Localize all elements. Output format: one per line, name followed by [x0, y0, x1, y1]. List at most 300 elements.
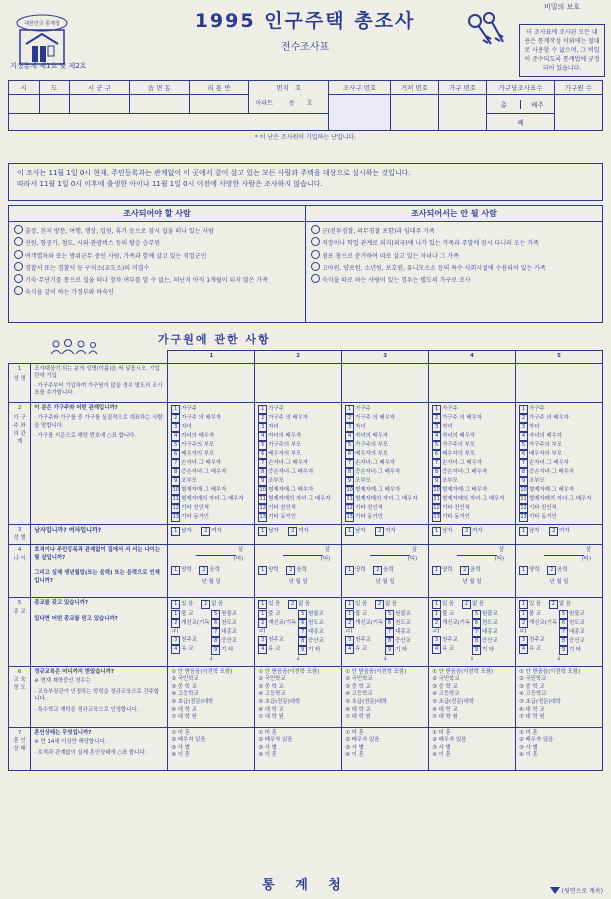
num-2: 2	[375, 527, 384, 536]
q3-text: 남자입니까? 여자입니까?	[34, 526, 102, 534]
q2-side-label	[9, 402, 31, 524]
mar-opt-2[interactable]: ③ 사 별	[519, 744, 538, 751]
opt-11[interactable]	[432, 504, 512, 513]
question-row-relation	[9, 402, 603, 524]
q5-answer-3[interactable]	[342, 598, 429, 667]
q7-text: 혼인상태는 무엇입니까?	[34, 729, 92, 736]
edu-opt-1[interactable]: ② 국민학교	[171, 676, 199, 683]
opt-0[interactable]	[345, 405, 425, 414]
edu-opt-6[interactable]: ⑦ 대 학 원	[258, 714, 284, 721]
opt-8[interactable]	[432, 477, 512, 486]
opt-10[interactable]	[171, 495, 251, 504]
edu-opt-2[interactable]: ③ 중 학 교	[519, 683, 545, 690]
opt-confucian: 유 교	[268, 645, 281, 652]
q7-answer-3[interactable]	[342, 727, 429, 770]
opt-9[interactable]	[258, 486, 338, 495]
opt-label: 가구주의 부모	[181, 441, 215, 448]
num-1: 1	[345, 566, 354, 575]
edu-opt-2[interactable]: ③ 중 학 교	[171, 683, 197, 690]
cell-thae: 째	[487, 114, 555, 131]
q4-answer-2[interactable]	[255, 545, 342, 598]
question-row-name	[9, 363, 603, 402]
opt-female: 여자	[559, 527, 570, 534]
q1-answer-3[interactable]	[342, 363, 429, 402]
q6-answer-5[interactable]	[516, 666, 603, 727]
cell-member-count[interactable]	[554, 95, 602, 131]
q3-answer-4[interactable]	[429, 524, 516, 545]
cell-dwelling-no[interactable]	[390, 95, 438, 131]
q7-label: 혼 인 상 태	[13, 738, 26, 753]
opt-label: 가구주	[442, 405, 458, 412]
opt-label: 손자녀·그 배우자	[529, 459, 569, 466]
opt-1[interactable]	[258, 414, 338, 423]
mar-opt-1[interactable]: ② 배우자 있음	[519, 737, 554, 744]
opt-label: 조부모	[355, 477, 371, 484]
opt-no: 없 음	[211, 601, 224, 608]
ymd-line: 년 월 일	[462, 579, 482, 586]
lbl-chong: 총	[487, 100, 521, 109]
question-row-sex	[9, 524, 603, 545]
opt-3[interactable]	[171, 432, 251, 441]
mar-opt-1[interactable]: ② 배우자 있음	[258, 737, 293, 744]
opt-2[interactable]	[258, 423, 338, 432]
opt-4[interactable]	[171, 441, 251, 450]
opt-10[interactable]	[345, 495, 425, 504]
opt-4[interactable]	[432, 441, 512, 450]
opt-cheondo: 천도교	[482, 620, 498, 627]
q7-answer-4[interactable]	[429, 727, 516, 770]
opt-label: 기타 동거인	[355, 513, 383, 520]
opt-4[interactable]	[519, 441, 599, 450]
mar-opt-0[interactable]: ① 미 혼	[519, 729, 538, 736]
exclude-item-text: 점포 창으로 분가하여 따로 살고 있는 자녀나 그 가족	[322, 252, 459, 260]
include-item-3	[14, 262, 300, 273]
opt-6[interactable]	[345, 459, 425, 468]
opt-9[interactable]	[519, 486, 599, 495]
edu-opt-4[interactable]: ⑤ 초급(전문)대학	[432, 699, 475, 706]
num-9: 9	[298, 646, 307, 655]
opt-10[interactable]	[258, 495, 338, 504]
mar-opt-0[interactable]: ① 미 혼	[432, 729, 451, 736]
cell-ritongban[interactable]	[189, 95, 249, 114]
opt-1[interactable]	[519, 414, 599, 423]
q4-answer-1[interactable]	[168, 545, 255, 598]
num-2: 2	[288, 527, 297, 536]
q3-answer-3[interactable]	[342, 524, 429, 545]
edu-opt-5[interactable]: ⑥ 대 학 교	[345, 706, 371, 713]
num-10: 10	[520, 486, 527, 493]
include-exclude-panel	[8, 205, 603, 323]
num-6: 6	[559, 619, 568, 628]
exclude-item-text: 군(전투경찰, 의무경찰 포함)과 임대주 가족	[322, 228, 435, 235]
th-forms-per-household: 가구당조사표수	[487, 81, 555, 95]
opt-8[interactable]	[519, 477, 599, 486]
th-member-count: 가구원 수	[554, 81, 602, 95]
q6-answer-4[interactable]	[429, 666, 516, 727]
opt-confucian: 유 교	[181, 645, 194, 652]
opt-label: 기타 친인척	[442, 504, 470, 511]
q1-answer-4[interactable]	[429, 363, 516, 402]
edu-opt-3[interactable]: ④ 고등학교	[345, 691, 373, 698]
num-13: 13	[172, 513, 179, 520]
opt-0[interactable]	[519, 405, 599, 414]
continue-note-block	[550, 886, 603, 895]
opt-jeungsan: 증산교	[221, 638, 237, 645]
num-8: 8	[211, 637, 220, 646]
mar-opt-0[interactable]: ① 미 혼	[345, 729, 364, 736]
mar-opt-3[interactable]: ④ 이 혼	[171, 752, 190, 759]
opt-5[interactable]	[345, 450, 425, 459]
opt-label: 증손자녀·그 배우자	[355, 468, 401, 475]
q4-answer-5[interactable]	[516, 545, 603, 598]
opt-3[interactable]	[432, 432, 512, 441]
q6-answer-2[interactable]	[255, 666, 342, 727]
opt-6[interactable]	[432, 459, 512, 468]
opt-cheondo: 천도교	[308, 620, 324, 627]
opt-other: 기 타	[482, 647, 495, 654]
person-col-2: 2	[255, 351, 342, 364]
num-12: 12	[520, 504, 527, 511]
opt-3[interactable]	[258, 432, 338, 441]
q5-answer-1[interactable]	[168, 598, 255, 667]
edu-opt-3[interactable]: ④ 고등학교	[432, 691, 460, 698]
cell-si[interactable]	[9, 95, 40, 114]
opt-9[interactable]	[345, 486, 425, 495]
num-13: 13	[520, 513, 527, 520]
q6-number: 6	[17, 668, 22, 675]
opt-5[interactable]	[171, 450, 251, 459]
opt-0[interactable]	[258, 405, 338, 414]
q6-label: 교 육 정 도	[13, 677, 26, 692]
opt-8[interactable]	[345, 477, 425, 486]
edu-opt-1[interactable]: ② 국민학교	[432, 676, 460, 683]
cell-blank-row[interactable]	[9, 114, 329, 131]
num-2: 2	[201, 600, 210, 609]
opt-label: 배우자의 부모	[442, 450, 476, 457]
num-1: 1	[345, 610, 354, 619]
q6-answer-3[interactable]	[342, 666, 429, 727]
num-13: 13	[259, 513, 266, 520]
opt-buddhism: 불 교	[442, 611, 455, 618]
opt-4[interactable]	[345, 441, 425, 450]
include-item-text: 기숙·무단기를 통으로 집을 떠나 장차 여부를 알 수 없는, 떠난지 아직 1개월이 되지 않은 가족	[25, 277, 268, 285]
edu-opt-4[interactable]: ⑤ 초급(전문)대학	[258, 699, 301, 706]
opt-10[interactable]	[432, 495, 512, 504]
q1-label: 성 명	[13, 376, 26, 383]
edu-opt-5[interactable]: ⑥ 대 학 교	[171, 706, 197, 713]
mar-opt-0[interactable]: ① 미 혼	[258, 729, 277, 736]
opt-daejong: 대종교	[482, 629, 498, 636]
cell-sigungu[interactable]	[70, 95, 130, 114]
opt-label: 기타 친인척	[529, 504, 557, 511]
down-arrow-icon: ↓	[556, 656, 562, 663]
opt-label: 조부모	[442, 477, 458, 484]
edu-opt-0[interactable]: ① 안 받음음(이전학 포함)	[258, 668, 320, 675]
num-3: 3	[432, 423, 441, 432]
q5-side-label	[9, 598, 31, 667]
num-2: 2	[171, 414, 180, 423]
opt-label: 가구주	[268, 405, 284, 412]
opt-12[interactable]	[519, 513, 599, 522]
opt-1[interactable]	[432, 414, 512, 423]
q3-side-label	[9, 524, 31, 545]
opt-other: 기 타	[221, 647, 234, 654]
opt-5[interactable]	[519, 450, 599, 459]
form-title-block	[140, 6, 470, 53]
mar-opt-2[interactable]: ③ 사 별	[345, 744, 364, 751]
mar-opt-3[interactable]: ④ 이 혼	[258, 752, 277, 759]
num-13: 13	[346, 513, 353, 520]
q7-answer-2[interactable]	[255, 727, 342, 770]
edu-opt-5[interactable]: ⑥ 대 학 교	[432, 706, 458, 713]
mar-opt-3[interactable]: ④ 이 혼	[345, 752, 364, 759]
q2-answer-2[interactable]	[255, 402, 342, 524]
edu-opt-1[interactable]: ② 국민학교	[258, 676, 286, 683]
opt-label: 가구주의 부모	[355, 441, 389, 448]
unit-tti: (띠)	[581, 555, 591, 562]
edu-opt-6[interactable]: ⑦ 대 학 원	[171, 714, 197, 721]
num-2: 2	[519, 414, 528, 423]
opt-wonbuddhism: 원불교	[569, 611, 585, 618]
exclude-item-2	[311, 250, 597, 261]
opt-12[interactable]	[432, 513, 512, 522]
opt-label: 배우자의 부모	[355, 450, 389, 457]
edu-opt-4[interactable]: ⑤ 초급(전문)대학	[519, 699, 562, 706]
num-8: 8	[472, 637, 481, 646]
num-1: 1	[258, 610, 267, 619]
opt-protestant: 개신교(기독교)	[258, 620, 297, 635]
opt-protestant: 개신교(기독교)	[432, 620, 471, 635]
edu-opt-6[interactable]: ⑦ 대 학 원	[345, 714, 371, 721]
mar-opt-1[interactable]: ② 배우자 있음	[171, 737, 206, 744]
exclude-item-text: 숙식을 따로 하는 사람이 있는 경우는 별도의 가구로 조사	[322, 277, 471, 285]
edu-opt-1[interactable]: ② 국민학교	[345, 676, 373, 683]
mar-opt-3[interactable]: ④ 이 혼	[519, 752, 538, 759]
down-arrow-icon	[550, 887, 560, 894]
q2-sub-1: · 가구주와 가구를 중 가구를 실질적으로 대표하는 사람을 말합니다.	[34, 415, 163, 429]
q7-answer-1[interactable]	[168, 727, 255, 770]
ymd-line: 년 월 일	[549, 579, 569, 586]
opt-8[interactable]	[258, 477, 338, 486]
num-1: 1	[432, 527, 441, 536]
opt-11[interactable]	[258, 504, 338, 513]
q6-side-label	[9, 666, 31, 727]
opt-5[interactable]	[258, 450, 338, 459]
num-4: 4	[519, 432, 528, 441]
num-11: 11	[259, 495, 266, 502]
num-2: 2	[547, 566, 556, 575]
q1-answer-1[interactable]	[168, 363, 255, 402]
q2-answer-4[interactable]	[429, 402, 516, 524]
opt-1[interactable]	[345, 414, 425, 423]
opt-6[interactable]	[171, 459, 251, 468]
include-item-text: 여객열차와 또는 방위군무 중인 사람, 가족과 함께 살고 있는 직업군인	[25, 252, 207, 260]
mar-opt-1[interactable]: ② 배우자 있음	[432, 737, 467, 744]
num-2: 2	[460, 566, 469, 575]
mar-opt-3[interactable]: ④ 이 혼	[432, 752, 451, 759]
edu-opt-5[interactable]: ⑥ 대 학 교	[258, 706, 284, 713]
svg-text:대한민국 통계청: 대한민국 통계청	[24, 21, 60, 27]
q3-answer-2[interactable]	[255, 524, 342, 545]
opt-12[interactable]	[345, 513, 425, 522]
num-2: 2	[549, 600, 558, 609]
opt-12[interactable]	[171, 513, 251, 522]
question-row-age	[9, 545, 603, 598]
q2-answer-5[interactable]	[516, 402, 603, 524]
q1-answer-2[interactable]	[255, 363, 342, 402]
q4-text-2: 그리고 실제 생년월일(또는 음력) 또는 음력으로 언제입니까?	[34, 570, 160, 584]
opt-label: 자녀의 배우자	[181, 432, 215, 439]
edu-opt-5[interactable]: ⑥ 대 학 교	[519, 706, 545, 713]
mar-opt-1[interactable]: ② 배우자 있음	[345, 737, 380, 744]
num-9: 9	[211, 646, 220, 655]
opt-label: 손자녀·그 배우자	[181, 459, 222, 466]
bullet-icon	[311, 274, 320, 283]
opt-label: 손자녀·그 배우자	[442, 459, 482, 466]
mar-opt-2[interactable]: ③ 사 별	[258, 744, 277, 751]
opt-jeungsan: 증산교	[308, 638, 324, 645]
opt-7[interactable]	[345, 468, 425, 477]
edu-opt-6[interactable]: ⑦ 대 학 원	[432, 714, 458, 721]
th-si: 시	[9, 81, 40, 95]
edu-opt-4[interactable]: ⑤ 초급(전문)대학	[171, 699, 214, 706]
q7-text-cell	[31, 727, 168, 770]
opt-10[interactable]	[519, 495, 599, 504]
edu-opt-1[interactable]: ② 국민학교	[519, 676, 547, 683]
num-12: 12	[172, 504, 179, 511]
cell-household-no[interactable]	[439, 95, 487, 131]
edu-opt-3[interactable]: ④ 고등학교	[258, 691, 286, 698]
mar-opt-0[interactable]: ① 미 혼	[171, 729, 190, 736]
opt-9[interactable]	[171, 486, 251, 495]
opt-7[interactable]	[432, 468, 512, 477]
q7-answer-5[interactable]	[516, 727, 603, 770]
page-header	[0, 0, 611, 76]
edu-opt-3[interactable]: ④ 고등학교	[171, 691, 199, 698]
edu-opt-3[interactable]: ④ 고등학교	[519, 691, 547, 698]
num-5: 5	[472, 610, 481, 619]
edu-opt-0[interactable]: ① 안 받음음(이전학 포함)	[519, 668, 581, 675]
opt-11[interactable]	[171, 504, 251, 513]
mar-opt-2[interactable]: ③ 사 별	[171, 744, 190, 751]
opt-8[interactable]	[171, 477, 251, 486]
opt-label: 기타 동거인	[442, 513, 470, 520]
q5-answer-5[interactable]	[516, 598, 603, 667]
person-column-header-row	[9, 351, 603, 364]
opt-2[interactable]	[432, 423, 512, 432]
th-dwelling-no: 거처 번호	[390, 81, 438, 95]
opt-2[interactable]	[345, 423, 425, 432]
person-col-5: 5	[516, 351, 603, 364]
opt-5[interactable]	[432, 450, 512, 459]
q2-answer-3[interactable]	[342, 402, 429, 524]
num-1: 1	[258, 405, 267, 414]
cell-apt-dong-ho[interactable]	[249, 95, 329, 114]
bullet-icon	[311, 237, 320, 246]
opt-other: 기 타	[395, 647, 408, 654]
opt-catholic: 천주교	[268, 636, 284, 643]
opt-7[interactable]	[171, 468, 251, 477]
q4-text: 호적이나 주민등록과 관계없이 집에서 서 서는 나이는 몇 살입니까?	[34, 547, 161, 561]
num-9: 9	[345, 477, 354, 486]
opt-6[interactable]	[258, 459, 338, 468]
edu-opt-0[interactable]: ① 안 받음음(이전학 포함)	[171, 668, 233, 675]
opt-buddhism: 불 교	[268, 611, 281, 618]
opt-no: 없 음	[558, 601, 572, 608]
opt-jeungsan: 증산교	[569, 638, 585, 645]
opt-label: 형제자매·그 배우자	[181, 486, 227, 493]
q4-answer-3[interactable]	[342, 545, 429, 598]
opt-2[interactable]	[519, 423, 599, 432]
opt-6[interactable]	[519, 459, 599, 468]
edu-opt-2[interactable]: ③ 중 학 교	[345, 683, 371, 690]
opt-jeungsan: 증산교	[482, 638, 498, 645]
opt-0[interactable]	[171, 405, 251, 414]
opt-2[interactable]	[171, 423, 251, 432]
num-6: 6	[211, 619, 220, 628]
q3-answer-5[interactable]	[516, 524, 603, 545]
q2-answer-1[interactable]	[168, 402, 255, 524]
opt-4[interactable]	[258, 441, 338, 450]
q3-answer-1[interactable]	[168, 524, 255, 545]
num-10: 10	[433, 486, 440, 493]
edu-opt-0[interactable]: ① 안 받음음(이전학 포함)	[345, 668, 407, 675]
q5-answer-4[interactable]	[429, 598, 516, 667]
edu-opt-6[interactable]: ⑦ 대 학 원	[519, 714, 545, 721]
opt-catholic: 천주교	[442, 636, 458, 643]
opt-9[interactable]	[432, 486, 512, 495]
edu-opt-4[interactable]: ⑤ 초급(전문)대학	[345, 699, 388, 706]
q4-answer-4[interactable]	[429, 545, 516, 598]
opt-catholic: 천주교	[529, 636, 545, 643]
cell-survey-district-no[interactable]	[329, 95, 391, 131]
edu-opt-0[interactable]: ① 안 받음음(이전학 포함)	[432, 668, 494, 675]
opt-cheondo: 천도교	[395, 620, 411, 627]
opt-label: 기타 동거인	[268, 513, 296, 520]
num-11: 11	[172, 495, 179, 502]
q1-answer-5[interactable]	[516, 363, 603, 402]
cell-forms-per-household[interactable]	[487, 95, 555, 114]
opt-1[interactable]	[171, 414, 251, 423]
edu-opt-2[interactable]: ③ 중 학 교	[432, 683, 458, 690]
opt-3[interactable]	[519, 432, 599, 441]
include-item-text: 출장, 친지 방문, 여행, 행상, 입원, 휴가 등으로 잠시 집을 떠나 있는 사람	[25, 228, 214, 235]
num-7: 7	[519, 459, 528, 468]
num-9: 9	[171, 477, 180, 486]
num-12: 12	[346, 504, 353, 511]
num-6: 6	[258, 450, 267, 459]
opt-3[interactable]	[345, 432, 425, 441]
num-10: 10	[346, 486, 353, 493]
edu-opt-2[interactable]: ③ 중 학 교	[258, 683, 284, 690]
q6-answer-1[interactable]	[168, 666, 255, 727]
opt-12[interactable]	[258, 513, 338, 522]
opt-7[interactable]	[258, 468, 338, 477]
opt-female: 여자	[298, 527, 309, 534]
opt-catholic: 천주교	[355, 636, 371, 643]
q5-answer-2[interactable]	[255, 598, 342, 667]
cell-do[interactable]	[39, 95, 70, 114]
include-title: 조사되어야 할 사람	[9, 206, 305, 222]
cell-eupmyeondong[interactable]	[129, 95, 189, 114]
q2-label: 가 구 주 와 의 관 계	[13, 415, 26, 446]
opt-0[interactable]	[432, 405, 512, 414]
opt-11[interactable]	[519, 504, 599, 513]
opt-7[interactable]	[519, 468, 599, 477]
opt-11[interactable]	[345, 504, 425, 513]
mar-opt-2[interactable]: ③ 사 별	[432, 744, 451, 751]
num-1: 1	[171, 527, 180, 536]
